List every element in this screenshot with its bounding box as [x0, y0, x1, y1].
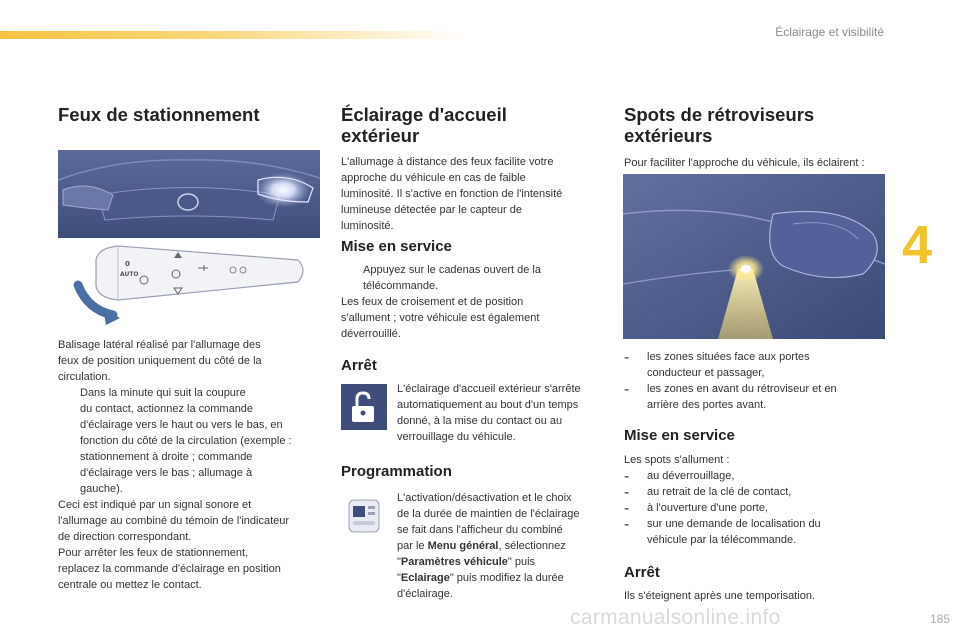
wl-intro-4: lumineuse détectée par le capteur de [341, 204, 523, 216]
wl-prog-line-6 [397, 570, 607, 586]
vehicle-params-label: Paramètres véhicule [400, 556, 508, 568]
wl-stop-line-2: automatiquement au bout d'un temps [397, 399, 579, 411]
pl2-line-5: replacez la commande d'éclairage en position [58, 563, 281, 575]
ms-list2-item [624, 516, 894, 548]
welcome-lighting-title-1: Éclairage d'accueil [341, 104, 507, 125]
ms-list2-2-0: à l'ouverture d'une porte, [647, 502, 768, 514]
ms-service-intro: Les spots s'allument : [624, 454, 730, 466]
wl-prog-line-6-a: " [397, 572, 401, 584]
pl-bullet-line-1: Dans la minute qui suit la coupure [80, 387, 246, 399]
ms-list1-1-1: arrière des portes avant. [647, 399, 767, 411]
mirror-spot-illustration [623, 174, 885, 339]
wl-prog-line-1: L'activation/désactivation et le choix [397, 492, 572, 504]
parking-lights-text [58, 337, 323, 593]
wl-programming-section [341, 463, 603, 480]
wl-prog-line-6-c: " puis modifiez la durée [449, 572, 564, 584]
lighting-label: Eclairage [400, 572, 450, 584]
wl-programming-text [397, 490, 607, 602]
ms-service-title: Mise en service [624, 427, 735, 444]
stalk-label-auto: AUTO [120, 271, 139, 278]
pl-line-2: feux de position uniquement du côté de la [58, 355, 262, 367]
ms-list1-1-0: les zones en avant du rétroviseur et en [647, 383, 837, 395]
parking-lights-title: Feux de stationnement [58, 104, 260, 125]
dash-marker: - [624, 484, 630, 501]
ms-list2-3-1: véhicule par la télécommande. [647, 534, 797, 546]
ms-list2-1-0: au retrait de la clé de contact, [647, 486, 792, 498]
wl-stop-line-3: donné, à la mise du contact ou au [397, 415, 563, 427]
mirror-spots-title-2: extérieurs [624, 125, 713, 146]
pl-bullet-line-2: du contact, actionnez la commande [80, 403, 254, 415]
wl-service-bullet-1: Appuyez sur le cadenas ouvert de la [363, 264, 541, 276]
wl-service-line-2: s'allument ; votre véhicule est également [341, 312, 540, 324]
wl-stop-section [341, 357, 603, 374]
pl-bullet-line-4: fonction du côté de la circulation (exemple : [80, 435, 292, 447]
wl-service-title: Mise en service [341, 238, 452, 255]
mirror-spots-title-1: Spots de rétroviseurs [624, 104, 815, 125]
column-mirror-spots [624, 104, 894, 171]
ms-intro: Pour faciliter l'approche du véhicule, ils éclairent : [624, 157, 865, 169]
chapter-number: 4 [902, 215, 933, 275]
dash-marker: - [624, 516, 630, 533]
wl-prog-line-4-a: par le [397, 540, 428, 552]
pl2-line-4: Pour arrêter les feux de stationnement, [58, 547, 249, 559]
ms-list1-item [624, 349, 894, 381]
wl-intro-5: luminosité. [341, 220, 394, 232]
car-front-and-stalk-image [58, 150, 320, 328]
dashboard-screen-icon [341, 495, 387, 537]
ms-stop-text: Ils s'éteignent après une temporisation. [624, 590, 816, 602]
pl-line-1: Balisage latéral réalisé par l'allumage des [58, 339, 261, 351]
pl-bullet [58, 385, 323, 497]
ms-list1-0-0: les zones situées face aux portes [647, 351, 810, 363]
ms-list2-item [624, 500, 894, 516]
ms-list2-3-0: sur une demande de localisation du [647, 518, 821, 530]
wl-prog-line-5 [397, 554, 607, 570]
ms-list2-0-0: au déverrouillage, [647, 470, 735, 482]
pl-bullet-line-6: d'éclairage vers le bas ; allumage à [80, 467, 253, 479]
dash-marker: - [624, 468, 630, 485]
wl-stop-line-1: L'éclairage d'accueil extérieur s'arrête [397, 383, 581, 395]
ms-service-section [624, 427, 894, 548]
wl-service-line-3: déverrouillé. [341, 328, 401, 340]
watermark: carmanualsonline.info [570, 606, 781, 629]
wl-service-bullet-2: télécommande. [363, 280, 439, 292]
dash-marker: - [624, 381, 630, 398]
pl2-line-1: Ceci est indiqué par un signal sonore et [58, 499, 252, 511]
ms-list-1 [624, 349, 894, 413]
wl-prog-line-2: de la durée de maintien de l'éclairage [397, 508, 580, 520]
stalk-label-o: 0 [125, 260, 130, 268]
parking-lights-illustration [58, 150, 320, 328]
ms-list1-item [624, 381, 894, 413]
padlock-icon [341, 384, 387, 430]
pl-bullet-line-5: stationnement à droite ; commande [80, 451, 253, 463]
wl-prog-line-5-c: " puis [507, 556, 536, 568]
ms-list1-0-1: conducteur et passager, [647, 367, 765, 379]
wl-prog-line-4-c: , sélectionnez [498, 540, 566, 552]
wl-service-section [341, 238, 603, 342]
pl2-line-2: l'allumage au combiné du témoin de l'indicateur [58, 515, 290, 527]
wl-service-bullet [341, 262, 603, 294]
wl-prog-line-4 [397, 538, 607, 554]
wl-intro-3: luminosité. Il s'active en fonction de l'intensité [341, 188, 563, 200]
pl2-line-3: de direction correspondant. [58, 531, 192, 543]
ms-list2-item [624, 484, 894, 500]
pl-bullet-line-3: d'éclairage vers le haut ou vers le bas, en [80, 419, 283, 431]
pl2-line-6: centrale ou mettez le contact. [58, 579, 202, 591]
welcome-lighting-title-2: extérieur [341, 125, 420, 146]
pl-bullet-line-7: gauche). [80, 483, 123, 495]
pl-line-3: circulation. [58, 371, 111, 383]
wl-programming-title: Programmation [341, 463, 452, 480]
ms-list2-item [624, 468, 894, 484]
wl-prog-line-3: se fait dans l'afficheur du combiné [397, 524, 563, 536]
wl-stop-title: Arrêt [341, 357, 377, 374]
wl-prog-line-5-a: " [397, 556, 401, 568]
wl-intro-2: approche du véhicule en cas de faible [341, 172, 526, 184]
wl-intro-1: L'allumage à distance des feux facilite votre [341, 156, 554, 168]
ms-stop-section [624, 564, 894, 604]
section-title: Éclairage et visibilité [775, 25, 884, 39]
wl-service-line-1: Les feux de croisement et de position [341, 296, 524, 308]
column-parking-lights [58, 104, 323, 125]
wl-stop-text [397, 381, 605, 445]
mirror-light-image [623, 174, 885, 339]
menu-general-label: Menu général [427, 540, 499, 552]
wl-prog-line-7: d'éclairage. [397, 588, 453, 600]
column-welcome-lighting [341, 104, 603, 234]
header-accent-bar [0, 31, 470, 39]
dash-marker: - [624, 500, 630, 517]
dash-marker: - [624, 349, 630, 366]
ms-stop-title: Arrêt [624, 564, 660, 581]
page-number: 185 [929, 612, 950, 626]
wl-stop-line-4: verrouillage du véhicule. [397, 431, 516, 443]
